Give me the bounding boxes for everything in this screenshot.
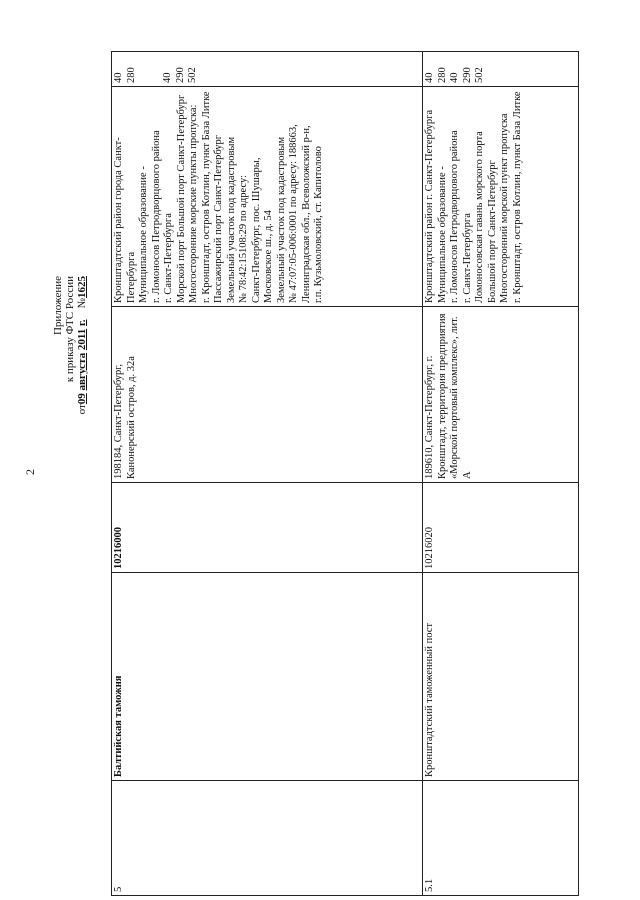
order-line: к приказу ФТС России [64,276,76,383]
zone-line: Ленинградская обл., Всеволожский р-н, [300,125,312,303]
zone-line: Морской порт Большой порт Санкт-Петербург [175,94,187,303]
table-row [112,52,423,896]
zone-line: Санкт-Петербург, пос. Шушары, [250,157,262,303]
customs-table [111,51,579,896]
zone-line: г. Санкт-Петербурга [163,213,174,303]
code-value: 40 290 502 [162,67,198,83]
zone-line: г. Санкт-Петербурга [461,213,473,303]
row-number: 5 [112,781,423,896]
zone-line: Муниципальное образование - [138,166,149,303]
zone-line: Многосторонний морской пункт пропуска [499,113,510,303]
customs-code: 10216020 [423,483,579,573]
code-value: 40 280 [113,67,137,83]
classifier-codes [423,52,579,87]
zone-line: Кронштадтский район г. Санкт-Петербурга [424,109,435,303]
customs-name: Кронштадтский таможенный пост [423,573,579,781]
zone-description [423,87,579,307]
zone-line: г. Ломоносов Петродворцового района [449,130,460,303]
customs-address: 189610, Санкт-Петербург, г. Кронштадт, территория предприятия «Морской портовый комплекс», лит. А [423,307,579,483]
date-month: августа [76,352,88,391]
customs-code: 10216000 [112,483,423,573]
date-suffix: г. [76,319,88,327]
zone-line: № 78:42:15108:29 по адресу: [238,175,249,303]
page-number: 2 [23,469,37,475]
zone-line: г. Кронштадт, остров Котлин, пункт База Литке [200,91,212,303]
zone-description [112,87,423,307]
zone-line: Многосторонние морские пункты пропуска: [188,104,199,303]
zone-line: Земельный участок под кадастровым [225,136,237,303]
number-prefix: № [76,298,88,309]
row-number: 5.1 [423,781,579,896]
zone-line: Земельный участок под кадастровым [275,136,287,303]
classifier-codes [112,52,423,87]
zone-line: г. Кронштадт, остров Котлин, пункт База Литке [511,91,523,303]
code-value: 40 290 502 [449,67,485,83]
code-value: 40 280 [424,67,448,83]
table-row [423,52,579,896]
date-year: 2011 [76,328,88,351]
zone-line: г.п. Кузьмоловский, ст. Капитолово [313,146,324,303]
appendix-title: Приложение [52,276,64,336]
zone-line: Ломоносовская гавань морского порта [474,131,485,303]
order-number: 1625 [76,276,88,298]
appendix-header [52,276,88,414]
customs-address: 198184, Санкт-Петербург, Канонерский остров, д. 32а [112,307,423,483]
zone-line: Большой порт Санкт-Петербург [486,160,498,303]
zone-line: Кронштадтский район города Санкт-Петербурга [113,137,137,303]
order-date-line [76,276,88,414]
zone-line: Пассажирский порт Санкт-Петербург [213,134,224,303]
zone-line: Муниципальное образование - [436,166,448,303]
customs-name: Балтийская таможня [112,573,423,781]
date-day: 09 [76,393,88,405]
zone-line: Московское ш., д. 54 [263,210,274,303]
zone-line: № 47:07:05-006:0001 по адресу: 188663, [288,124,299,303]
zone-line: г. Ломоносов Петродворцового района [150,130,162,303]
date-prefix: от [76,404,88,415]
